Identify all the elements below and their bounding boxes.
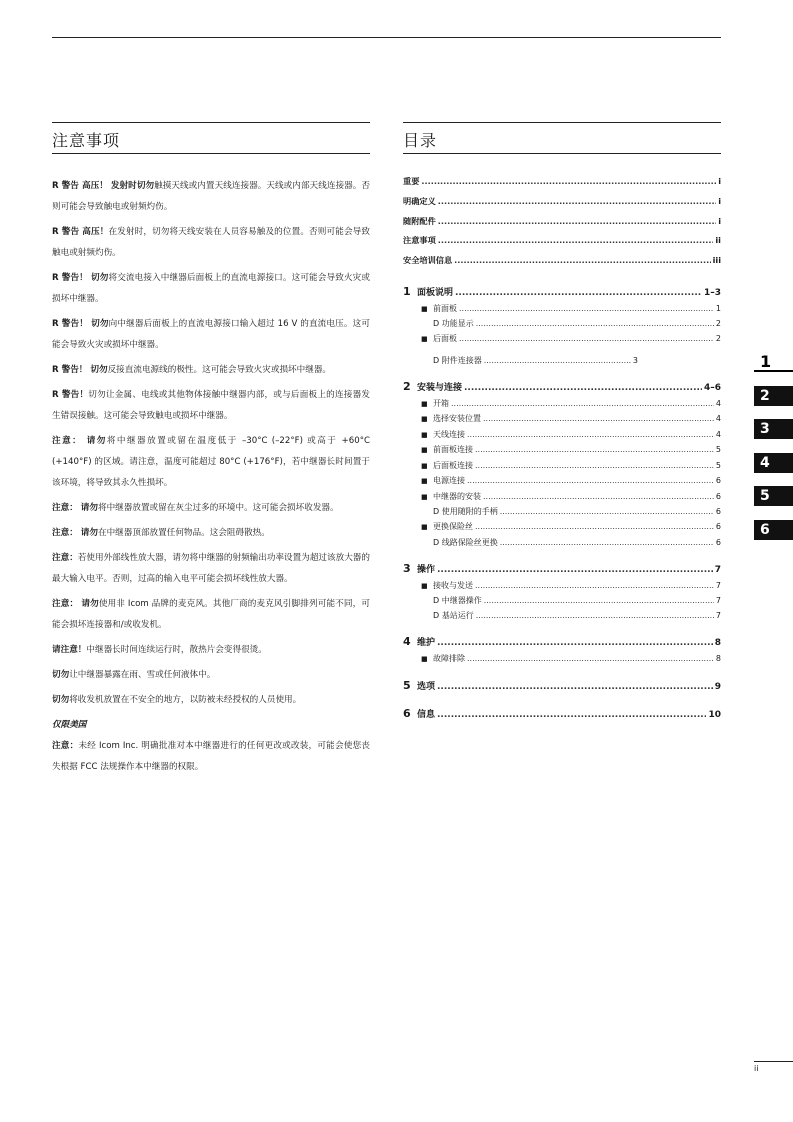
square-bullet-icon: ■ bbox=[421, 655, 428, 664]
toc-leader bbox=[437, 682, 713, 692]
precaution-note bbox=[52, 385, 370, 427]
toc-leader bbox=[437, 710, 706, 720]
note-text: 未经 Icom Inc. 明确批准对本中继器进行的任何更改或改装，可能会使您丧失根据 FCC 法规操作本中继器的权限。 bbox=[52, 741, 370, 772]
toc-entry-label: 天线连接 bbox=[433, 429, 465, 439]
toc-entry-page: 6 bbox=[715, 476, 721, 486]
toc-leader bbox=[500, 507, 714, 516]
precaution-note bbox=[52, 640, 370, 661]
toc-leader bbox=[455, 288, 702, 298]
note-lead: R 警告 高压！ bbox=[52, 227, 109, 237]
square-bullet-icon: ■ bbox=[421, 399, 428, 408]
precautions-list bbox=[52, 176, 370, 778]
toc-entry-page: iii bbox=[712, 255, 721, 266]
precaution-note bbox=[52, 665, 370, 686]
toc-entry-label: 选项 bbox=[417, 681, 436, 692]
square-bullet-icon: ■ bbox=[421, 304, 428, 313]
precaution-note bbox=[52, 268, 370, 310]
note-lead: 注意： 请勿 bbox=[52, 528, 98, 538]
toc-leader bbox=[437, 638, 713, 648]
toc-leader bbox=[475, 461, 714, 470]
chapter-tab-1: 1 bbox=[754, 352, 793, 372]
toc-section-entry bbox=[403, 521, 721, 537]
note-lead: R 警告！ 切勿 bbox=[52, 319, 109, 329]
usa-only-heading: 仅限美国 bbox=[52, 720, 87, 730]
note-text: 让中继器暴露在雨、雪或任何液体中。 bbox=[69, 670, 216, 680]
note-lead: 注意： 请勿 bbox=[52, 503, 98, 513]
toc-entry-page: 10 bbox=[708, 709, 721, 720]
toc-chapter-entry bbox=[403, 285, 721, 303]
note-text: 向中继器后面板上的直流电源接口输入超过 16 V 的直流电压。这可能会导致火灾或损坏中继器。 bbox=[52, 319, 370, 350]
toc-entry-label: 后面板连接 bbox=[433, 460, 473, 470]
toc-leader bbox=[475, 522, 714, 531]
toc-section-entry bbox=[403, 429, 721, 445]
chapter-tab-3: 3 bbox=[754, 419, 793, 439]
toc-title: 目录 bbox=[403, 122, 721, 154]
toc-entry-label: D 基站运行 bbox=[433, 611, 474, 621]
square-bullet-icon: ■ bbox=[421, 477, 428, 486]
toc-entry-page: 5 bbox=[715, 460, 721, 470]
toc-entry-label: 安装与连接 bbox=[417, 382, 463, 393]
note-text: 中继器长时间连续运行时，散热片会变得很烫。 bbox=[86, 645, 267, 655]
toc-entry-label: 明确定义 bbox=[403, 195, 436, 206]
toc-entry-page: 6 bbox=[715, 491, 721, 501]
toc-subsection-entry bbox=[403, 506, 721, 521]
note-text: 使用非 Icom 品牌的麦克风。其他厂商的麦克风引脚排列可能不同，可能会损坏连接器和/或收发机。 bbox=[52, 599, 370, 630]
toc-entry-page: i bbox=[718, 176, 721, 186]
toc-entry-page: ii bbox=[715, 235, 721, 246]
note-lead: 切勿 bbox=[52, 670, 70, 680]
toc-leader bbox=[483, 492, 714, 501]
toc-front-entry bbox=[403, 176, 721, 196]
toc-chapter-entry bbox=[403, 635, 721, 653]
toc-column bbox=[403, 122, 721, 725]
toc-subsection-entry bbox=[403, 595, 721, 610]
square-bullet-icon: ■ bbox=[421, 492, 428, 501]
note-lead: R 警告！ 切勿 bbox=[52, 365, 108, 375]
precaution-note bbox=[52, 594, 370, 636]
precaution-note bbox=[52, 431, 370, 494]
toc-leader bbox=[484, 356, 631, 365]
precautions-title: 注意事项 bbox=[52, 122, 370, 154]
toc-entry-page: 1–3 bbox=[703, 287, 721, 298]
toc-entry-page: 7 bbox=[714, 564, 721, 575]
toc-entry-label: 开箱 bbox=[433, 398, 449, 408]
toc-entry-page: 4 bbox=[715, 398, 721, 408]
toc-leader bbox=[454, 255, 710, 265]
toc-entry-page: 5 bbox=[715, 445, 721, 455]
chapter-number: 3 bbox=[403, 561, 411, 575]
toc-section-entry bbox=[403, 413, 721, 429]
chapter-number: 1 bbox=[403, 284, 411, 298]
note-lead: R 警告！ 切勿 bbox=[52, 273, 109, 283]
precaution-note bbox=[52, 176, 370, 218]
note-text: 将交流电接入中继器后面板上的直流电源接口。这可能会导致火灾或损坏中继器。 bbox=[52, 273, 370, 304]
chapter-number: 4 bbox=[403, 635, 411, 649]
toc-list bbox=[403, 176, 721, 725]
square-bullet-icon: ■ bbox=[421, 446, 428, 455]
toc-leader bbox=[459, 304, 714, 313]
toc-section-entry bbox=[403, 333, 721, 349]
toc-entry-label: 中继器的安装 bbox=[433, 491, 481, 501]
toc-entry-page: i bbox=[718, 195, 721, 206]
toc-section-entry bbox=[403, 653, 721, 669]
toc-leader bbox=[467, 476, 714, 485]
chapter-tab-4: 4 bbox=[754, 453, 793, 473]
toc-entry-label: 面板说明 bbox=[417, 287, 454, 298]
toc-entry-label: 故障排除 bbox=[433, 654, 465, 664]
toc-entry-page: i bbox=[718, 215, 721, 226]
toc-entry-label: 维护 bbox=[417, 638, 436, 649]
toc-entry-label: 接收与发送 bbox=[433, 580, 473, 590]
toc-leader bbox=[500, 538, 714, 547]
square-bullet-icon: ■ bbox=[421, 430, 428, 439]
square-bullet-icon: ■ bbox=[421, 523, 428, 532]
toc-leader bbox=[438, 235, 714, 245]
toc-entry-label: 信息 bbox=[417, 709, 436, 720]
toc-spacer bbox=[403, 669, 721, 679]
toc-entry-label: D 附件连接器 bbox=[433, 355, 482, 365]
toc-chapter-entry bbox=[403, 679, 721, 697]
toc-subsection-entry bbox=[403, 610, 721, 625]
note-lead: 注意： bbox=[52, 553, 78, 563]
note-lead: 注意： 请勿 bbox=[52, 599, 99, 609]
toc-entry-page: 7 bbox=[715, 611, 721, 621]
chapter-tab-5: 5 bbox=[754, 486, 793, 506]
toc-entry-page: 7 bbox=[715, 596, 721, 606]
note-lead: 切勿 bbox=[52, 695, 70, 705]
chapter-number: 6 bbox=[403, 706, 411, 720]
toc-front-entry bbox=[403, 216, 721, 236]
toc-entry-label: 选择安装位置 bbox=[433, 414, 481, 424]
toc-spacer bbox=[403, 552, 721, 562]
toc-entry-label: 后面板 bbox=[433, 334, 457, 344]
footer-rule bbox=[754, 1061, 793, 1062]
toc-leader bbox=[438, 196, 716, 206]
toc-entry-page: 6 bbox=[715, 537, 721, 547]
note-text: 触摸天线或内置天线连接器。天线或内部天线连接器。否则可能会导致触电或射频灼伤。 bbox=[52, 181, 370, 212]
note-text: 切勿让金属、电线或其他物体接触中继器内部，或与后面板上的连接器发生错误接触。这可能会导致触电或损坏中继器。 bbox=[52, 390, 370, 421]
toc-section-entry bbox=[403, 491, 721, 507]
chapter-number: 2 bbox=[403, 379, 411, 393]
toc-section-entry bbox=[403, 303, 721, 319]
chapter-tabs bbox=[754, 352, 793, 553]
toc-entry-page: 9 bbox=[714, 681, 721, 692]
toc-entry-page: 3 bbox=[632, 355, 638, 365]
toc-entry-label: 更换保险丝 bbox=[433, 522, 473, 532]
square-bullet-icon: ■ bbox=[421, 335, 428, 344]
page-number: ii bbox=[754, 1064, 759, 1073]
note-lead: 注意： bbox=[52, 741, 79, 751]
toc-leader bbox=[464, 383, 702, 393]
note-lead: R 警告！ bbox=[52, 390, 89, 400]
toc-subsection-entry bbox=[403, 355, 638, 370]
precaution-note bbox=[52, 523, 370, 544]
note-text: 将中继器放置或留在温度低于 –30°C (–22°F) 或高于 +60°C (+140°F) 的区域。请注意，温度可能超过 80°C (+176°F)，若中继器长时间置于该环境，将导致其永久性损坏。 bbox=[52, 436, 370, 488]
toc-entry-label: D 中继器操作 bbox=[433, 596, 482, 606]
toc-section-entry bbox=[403, 580, 721, 596]
note-lead: 注意： 请勿 bbox=[52, 436, 107, 446]
toc-entry-label: 前面板连接 bbox=[433, 445, 473, 455]
precautions-column bbox=[52, 122, 370, 782]
toc-entry-label: 安全培训信息 bbox=[403, 255, 453, 266]
toc-section-entry bbox=[403, 398, 721, 414]
toc-entry-label: D 功能显示 bbox=[433, 319, 474, 329]
toc-chapter-entry bbox=[403, 380, 721, 398]
toc-leader bbox=[476, 319, 714, 328]
precaution-note bbox=[52, 360, 370, 381]
toc-entry-page: 8 bbox=[714, 638, 721, 649]
toc-leader bbox=[483, 414, 714, 423]
toc-entry-label: D 线路保险丝更换 bbox=[433, 537, 498, 547]
precaution-note bbox=[52, 222, 370, 264]
square-bullet-icon: ■ bbox=[421, 461, 428, 470]
toc-entry-page: 6 bbox=[715, 522, 721, 532]
toc-entry-label: 随附配件 bbox=[403, 215, 436, 226]
toc-chapter-entry bbox=[403, 707, 721, 725]
toc-entry-label: 前面板 bbox=[433, 303, 457, 313]
toc-spacer bbox=[403, 625, 721, 635]
header-rule bbox=[52, 37, 721, 38]
toc-entry-page: 4 bbox=[715, 414, 721, 424]
toc-entry-label: 注意事项 bbox=[403, 235, 436, 246]
toc-front-entry bbox=[403, 235, 721, 255]
precaution-note bbox=[52, 314, 370, 356]
toc-entry-page: 1 bbox=[715, 303, 721, 313]
toc-section-entry bbox=[403, 460, 721, 476]
chapter-tab-6: 6 bbox=[754, 520, 793, 540]
toc-entry-page: 4 bbox=[715, 429, 721, 439]
toc-spacer bbox=[403, 370, 721, 380]
fcc-note bbox=[52, 736, 370, 778]
toc-entry-page: 2 bbox=[715, 334, 721, 344]
chapter-tab-2: 2 bbox=[754, 386, 793, 406]
toc-entry-page: 2 bbox=[715, 319, 721, 329]
toc-section-entry bbox=[403, 444, 721, 460]
toc-entry-label: D 使用随附的手柄 bbox=[433, 507, 498, 517]
toc-entry-page: 8 bbox=[715, 654, 721, 664]
toc-leader bbox=[451, 399, 714, 408]
toc-leader bbox=[459, 334, 714, 343]
toc-leader bbox=[475, 445, 714, 454]
toc-entry-label: 操作 bbox=[417, 564, 436, 575]
note-text: 若使用外部线性放大器，请勿将中继器的射频输出功率设置为超过该放大器的最大输入电平。否则，过高的输入电平可能会损坏线性放大器。 bbox=[52, 553, 370, 584]
toc-entry-label: 电源连接 bbox=[433, 476, 465, 486]
toc-leader bbox=[437, 565, 713, 575]
toc-spacer bbox=[403, 275, 721, 285]
note-text: 在发射时，切勿将天线安装在人员容易触及的位置。否则可能会导致触电或射频灼伤。 bbox=[52, 227, 370, 258]
toc-spacer bbox=[403, 697, 721, 707]
toc-entry-page: 7 bbox=[715, 580, 721, 590]
toc-entry-label: 重要 bbox=[403, 176, 420, 186]
toc-leader bbox=[476, 611, 714, 620]
chapter-number: 5 bbox=[403, 678, 411, 692]
precaution-note bbox=[52, 548, 370, 590]
toc-subsection-entry bbox=[403, 537, 721, 552]
square-bullet-icon: ■ bbox=[421, 415, 428, 424]
note-text: 将收发机放置在不安全的地方，以防被未经授权的人员使用。 bbox=[69, 695, 302, 705]
toc-subsection-entry bbox=[403, 318, 721, 333]
toc-entry-page: 6 bbox=[715, 507, 721, 517]
toc-leader bbox=[484, 596, 714, 605]
note-lead: R 警告 高压！ 发射时切勿 bbox=[52, 181, 155, 191]
toc-front-entry bbox=[403, 255, 721, 275]
toc-chapter-entry bbox=[403, 562, 721, 580]
note-lead: 请注意！ bbox=[52, 645, 87, 655]
toc-leader bbox=[421, 176, 716, 186]
precaution-note bbox=[52, 498, 370, 519]
precaution-note bbox=[52, 690, 370, 711]
toc-leader bbox=[467, 654, 714, 663]
toc-section-entry bbox=[403, 475, 721, 491]
note-text: 反接直流电源线的极性。这可能会导致火灾或损坏中继器。 bbox=[107, 365, 332, 375]
toc-leader bbox=[475, 581, 714, 590]
toc-entry-page: 4–6 bbox=[703, 382, 721, 393]
toc-leader bbox=[467, 430, 714, 439]
note-text: 将中继器放置或留在灰尘过多的环境中。这可能会损坏收发器。 bbox=[97, 503, 339, 513]
toc-leader bbox=[438, 216, 716, 226]
note-text: 在中继器顶部放置任何物品。这会阻碍散热。 bbox=[97, 528, 270, 538]
square-bullet-icon: ■ bbox=[421, 581, 428, 590]
toc-front-entry bbox=[403, 196, 721, 216]
